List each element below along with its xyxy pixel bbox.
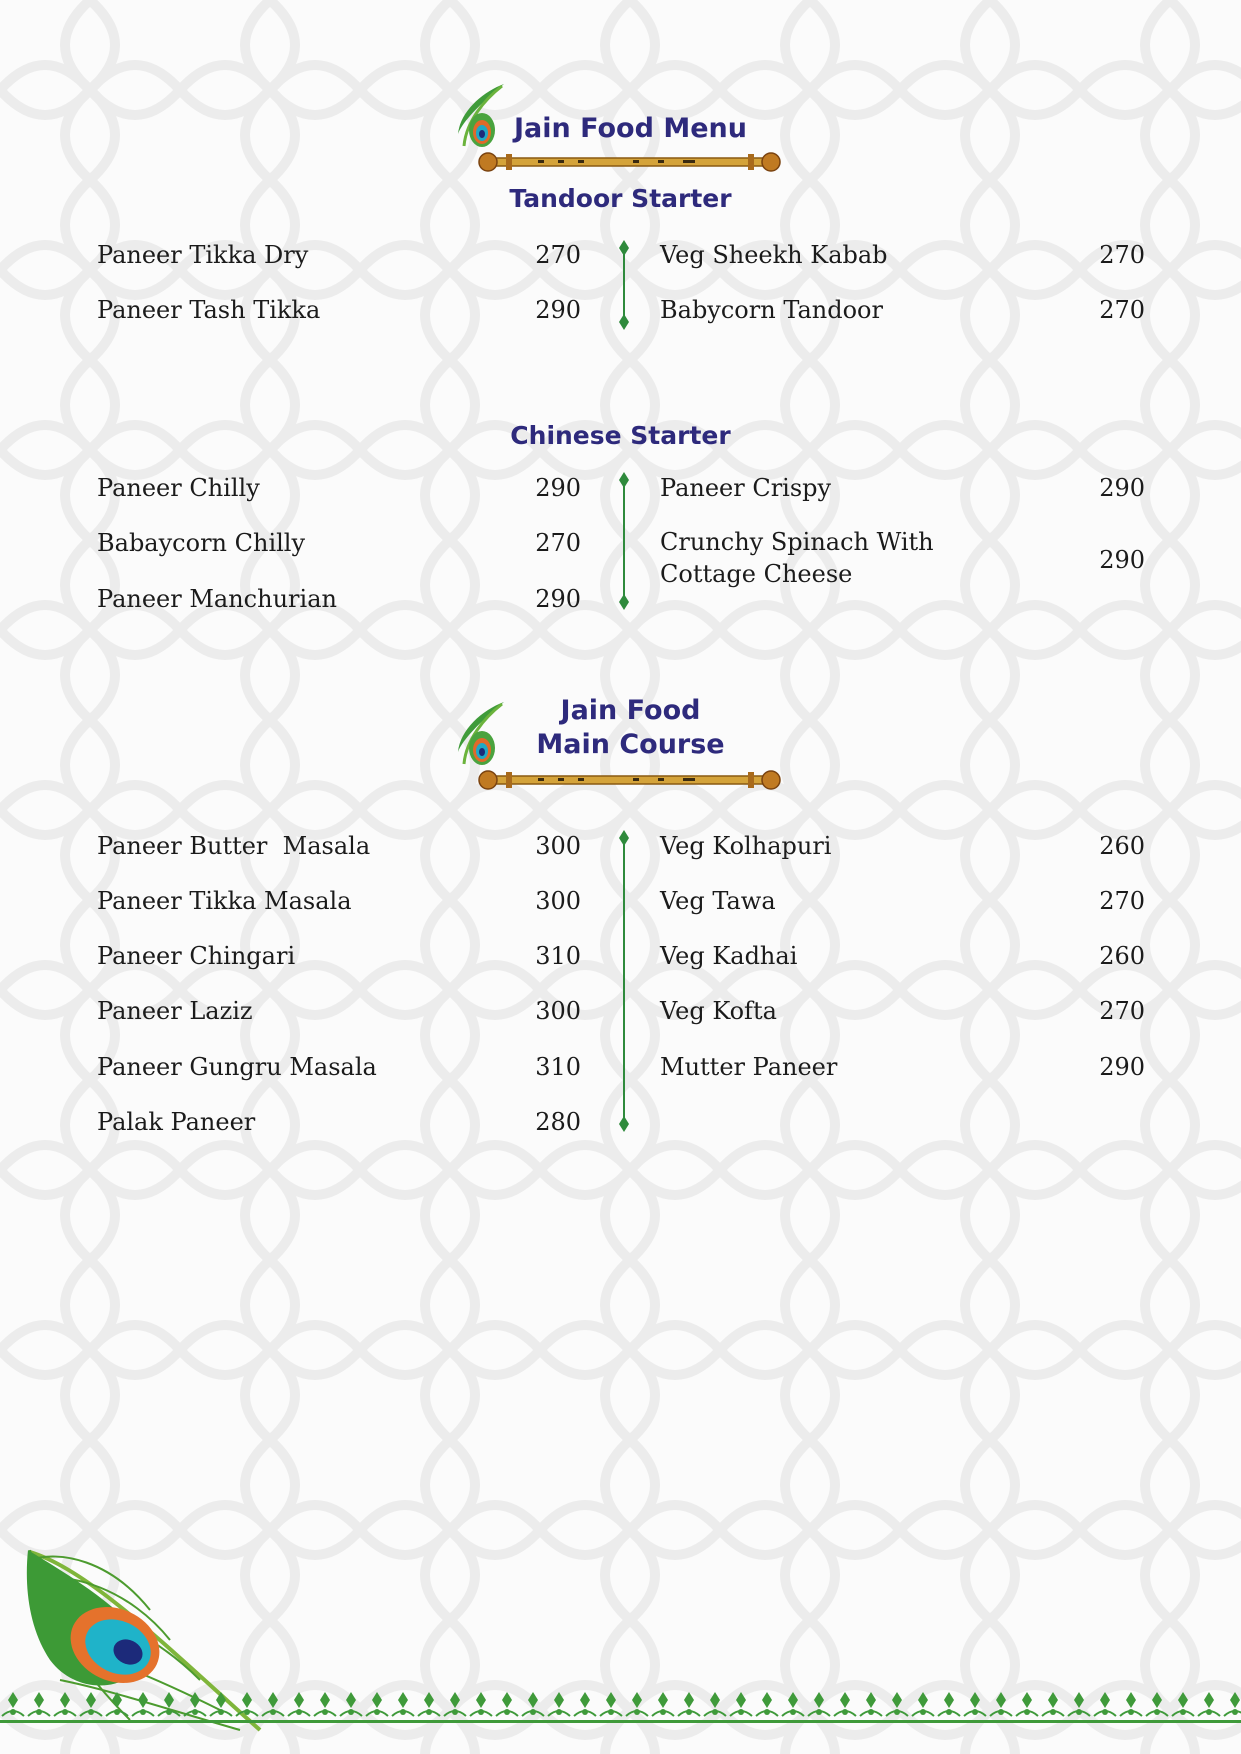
item-name: Paneer Laziz [97, 997, 253, 1025]
menu-item [97, 994, 581, 1028]
item-price: 270 [535, 241, 581, 269]
menu-item [97, 884, 581, 918]
main-course-title-line1: Jain Food [560, 695, 701, 726]
item-name: Paneer Manchurian [97, 585, 337, 613]
menu-item [97, 238, 581, 272]
diamond-icon [619, 830, 629, 846]
item-name: Paneer Tikka Masala [97, 887, 352, 915]
item-price: 270 [1099, 887, 1145, 915]
item-price: 270 [1099, 241, 1145, 269]
menu-item [660, 994, 1145, 1028]
menu-item [660, 829, 1145, 863]
item-name: Mutter Paneer [660, 1053, 838, 1081]
menu-item [660, 1050, 1145, 1084]
item-name: Paneer Gungru Masala [97, 1053, 377, 1081]
section-title-tandoor: Tandoor Starter [509, 184, 732, 213]
section-title-chinese: Chinese Starter [510, 421, 731, 450]
menu-item [660, 884, 1145, 918]
item-price: 270 [535, 529, 581, 557]
menu-item [97, 939, 581, 973]
item-name: Veg Kadhai [660, 942, 798, 970]
item-name: Crunchy Spinach With Cottage Cheese [660, 528, 934, 588]
item-price: 300 [535, 997, 581, 1025]
item-name: Paneer Tash Tikka [97, 296, 321, 324]
item-name: Babycorn Tandoor [660, 296, 883, 324]
menu-item [97, 471, 581, 505]
column-divider [623, 478, 625, 604]
ornamental-border [0, 1686, 1241, 1726]
item-price: 290 [535, 585, 581, 613]
item-price: 290 [535, 474, 581, 502]
item-price: 300 [535, 887, 581, 915]
item-name: Paneer Chingari [97, 942, 296, 970]
diamond-icon [619, 472, 629, 488]
item-name: Veg Tawa [660, 887, 776, 915]
item-price: 260 [1099, 832, 1145, 860]
menu-item [660, 471, 1145, 505]
item-price: 310 [535, 1053, 581, 1081]
item-price: 270 [1099, 296, 1145, 324]
flute-icon [478, 150, 783, 174]
diamond-icon [619, 1116, 629, 1132]
menu-item [660, 293, 1145, 327]
item-name: Veg Sheekh Kabab [660, 241, 888, 269]
item-price: 260 [1099, 942, 1145, 970]
menu-item [660, 526, 1145, 594]
flute-icon [478, 768, 783, 792]
menu-item [97, 526, 581, 560]
menu-item [97, 1050, 581, 1084]
menu-title: Jain Food Menu [514, 113, 747, 144]
item-name: Veg Kolhapuri [660, 832, 832, 860]
item-name: Paneer Tikka Dry [97, 241, 309, 269]
item-name: Paneer Butter Masala [97, 832, 371, 860]
diamond-icon [619, 594, 629, 610]
item-name: Paneer Crispy [660, 474, 832, 502]
item-price: 270 [1099, 997, 1145, 1025]
menu-item [97, 293, 581, 327]
item-price: 290 [1099, 1053, 1145, 1081]
item-price: 290 [535, 296, 581, 324]
column-divider [623, 246, 625, 324]
menu-item [660, 939, 1145, 973]
item-name: Paneer Chilly [97, 474, 260, 502]
item-price: 290 [1099, 474, 1145, 502]
item-price: 280 [535, 1108, 581, 1136]
menu-item [660, 238, 1145, 272]
menu-item [97, 582, 581, 616]
item-name: Babaycorn Chilly [97, 529, 306, 557]
diamond-icon [619, 314, 629, 330]
item-price: 310 [535, 942, 581, 970]
item-price: 290 [1099, 546, 1145, 574]
diamond-icon [619, 240, 629, 256]
menu-item [97, 829, 581, 863]
main-course-title-line2: Main Course [536, 729, 725, 760]
item-price: 300 [535, 832, 581, 860]
column-divider [623, 836, 625, 1126]
item-name: Palak Paneer [97, 1108, 256, 1136]
item-name: Veg Kofta [660, 997, 777, 1025]
menu-item [97, 1105, 581, 1139]
